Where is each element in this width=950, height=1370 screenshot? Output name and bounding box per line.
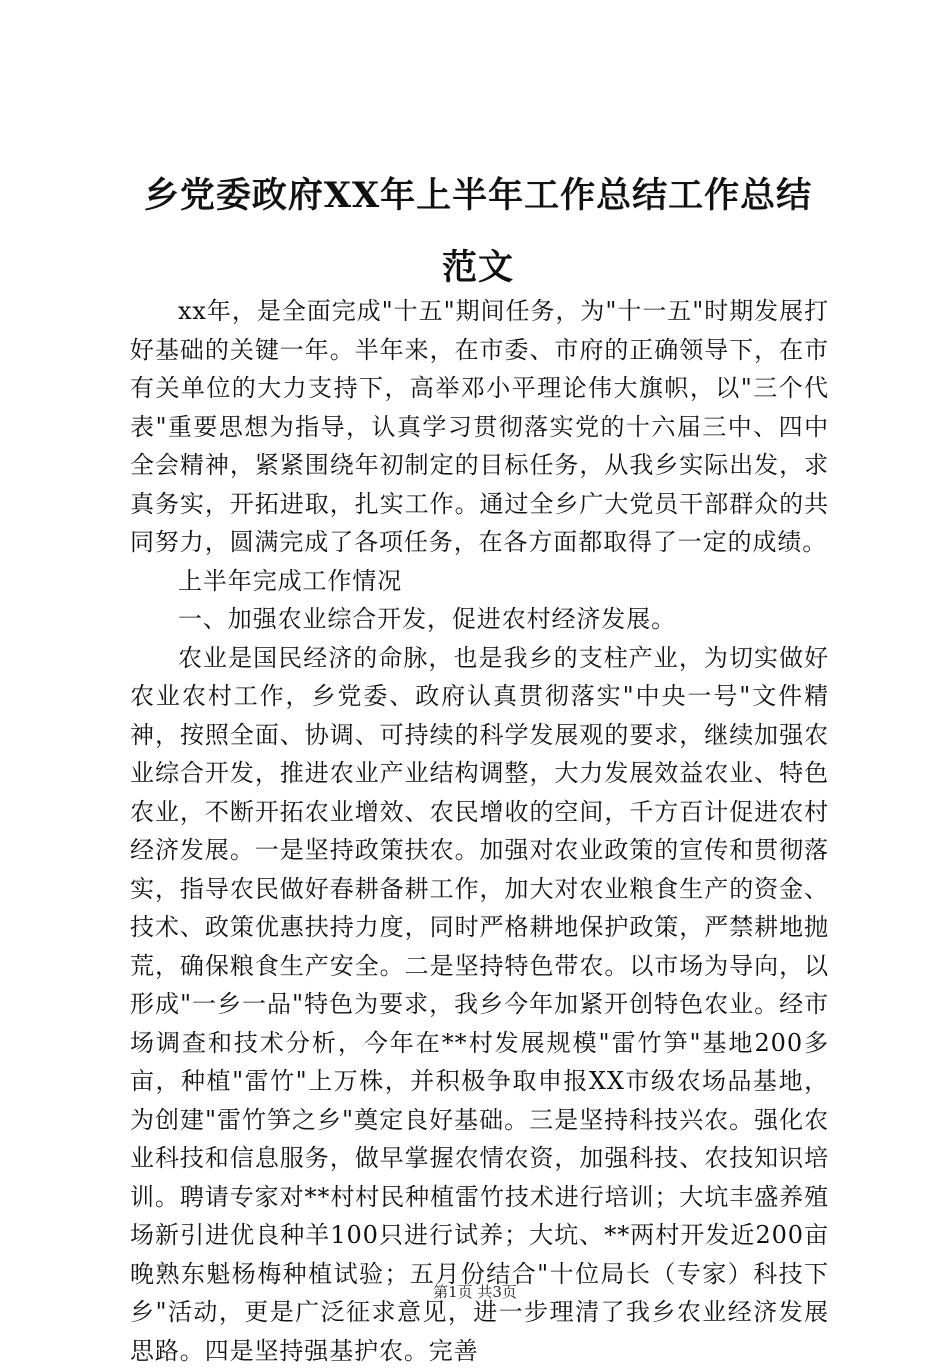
paragraph-agriculture: 农业是国民经济的命脉，也是我乡的支柱产业，为切实做好农业农村工作，乡党委、政府认真贯彻落实"中央一号"文件精神，按照全面、协调、可持续的科学发展观的要求，继续加强农业综合开发，推进农业产业结构调整，大力发展效益农业、特色农业，不断开拓农业增效、农民增收的空间，千方百计促进农村经济发展。一是坚持政策扶农。加强对农业政策的宣传和贯彻落实，指导农民做好春耕备耕工作，加大对农业粮食生产的资金、技术、政策优惠扶持力度，同时严格耕地保护政策，严禁耕地抛荒，确保粮食生产安全。二是坚持特色带农。以市场为导向，以形成"一乡一品"特色为要求，我乡今年加紧开创特色农业。经市场调查和技术分析，今年在**村发展规模"雷竹笋"基地200多亩，种植"雷竹"上万株，并积极争取申报XX市级农场品基地，为创建"雷竹笋之乡"奠定良好基础。三是坚持科技兴农。强化农业科技和信息服务，做早掌握农情农资，加强科技、农技知识培训。聘请专家对**村村民种植雷竹技术进行培训；大坑丰盛养殖场新引进优良种羊100只进行试养；大坑、**两村开发近200亩晚熟东魁杨梅种植试验；五月份结合"十位局长（专家）科技下乡"活动，更是广泛征求意见，进一步理清了我乡农业经济发展思路。四是坚持强基护农。完善: [130, 639, 829, 1370]
section-heading: 上半年完成工作情况: [130, 562, 829, 601]
subsection-heading: 一、加强农业综合开发，促进农村经济发展。: [130, 600, 829, 639]
page-number-footer: 第1页 共3页: [0, 1282, 950, 1302]
paragraph-intro: xx年，是全面完成"十五"期间任务，为"十一五"时期发展打好基础的关键一年。半年来，在市委、市府的正确领导下，在市有关单位的大力支持下，高举邓小平理论伟大旗帜，以"三个代表"重要思想为指导，认真学习贯彻落实党的十六届三中、四中全会精神，紧紧围绕年初制定的目标任务，从我乡实际出发，求真务实，开拓进取，扎实工作。通过全乡广大党员干部群众的共同努力，圆满完成了各项任务，在各方面都取得了一定的成绩。: [130, 292, 829, 562]
document-body: [130, 292, 829, 1370]
document-title: 乡党委政府XX年上半年工作总结工作总结范文: [128, 160, 828, 304]
